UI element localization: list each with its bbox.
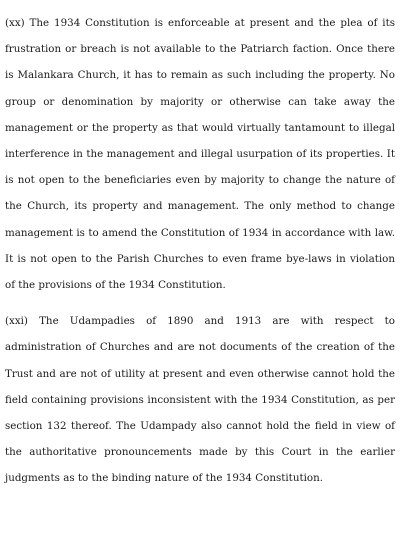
paragraph-xxi: (xxi) The Udampadies of 1890 and 1913 are with respect to administration of Churches and are not documents of the creation of the Trust and are not of utility at present and even otherwise cannot hold the field containing provisions inconsistent with the 1934 Constitution, as per section 132 thereof. The Udampady also cannot hold the field in view of the authoritative pronouncements made by this Court in the earlier judgments as to the binding nature of the 1934 Constitution. <box>5 315 395 485</box>
paragraph-xx: (xx) The 1934 Constitution is enforceable at present and the plea of its frustration or breach is not available to the Patriarch faction. Once there is Malankara Church, it has to remain as such including the property. No group or denomination by majority or otherwise can take away the management or the property as that would virtually tantamount to illegal interference in the management and illegal usurpation of its properties. It is not open to the beneficiaries even by majority to change the nature of the Church, its property and management. The only method to change management is to amend the Constitution of 1934 in accordance with law. It is not open to the Parish Churches to even frame bye-laws in violation of the provisions of the 1934 Constitution. <box>5 17 395 292</box>
